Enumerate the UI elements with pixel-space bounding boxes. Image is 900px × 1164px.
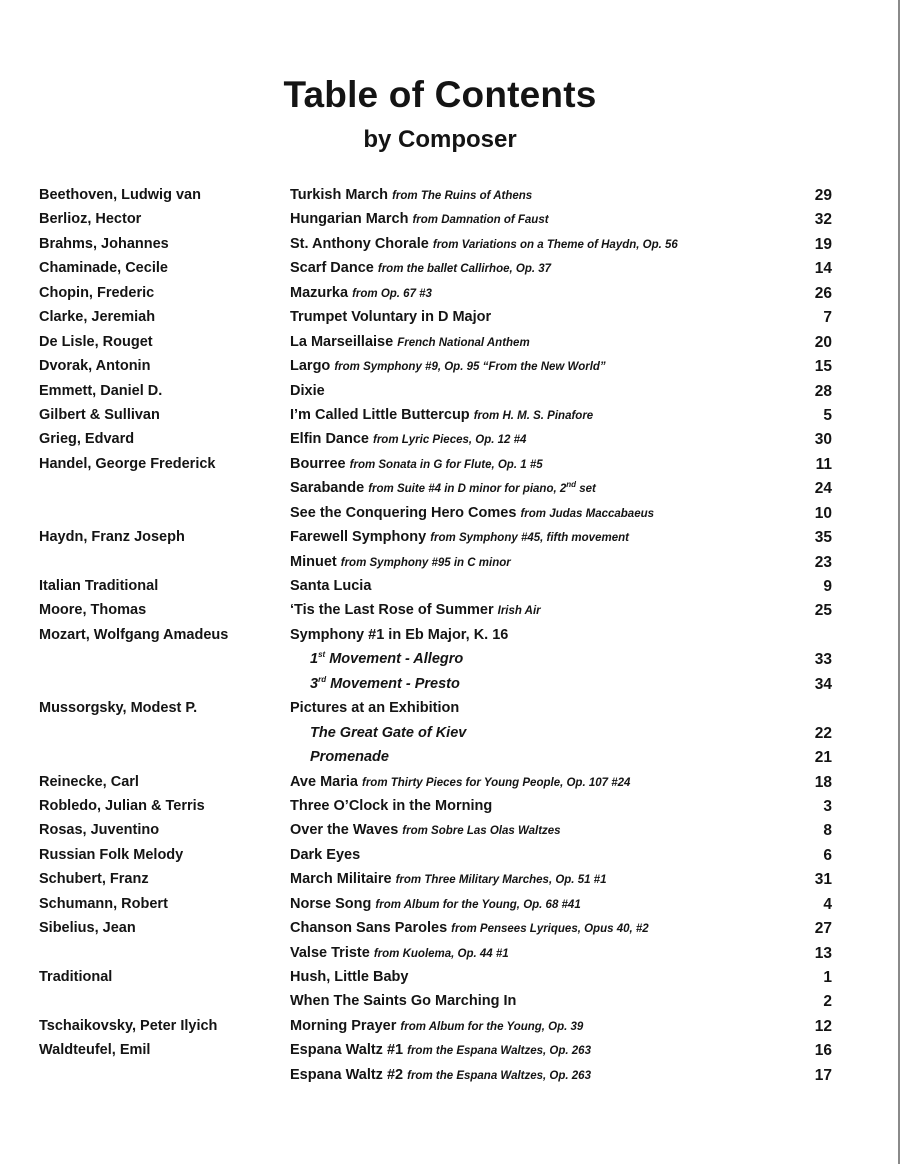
piece-title-text: I’m Called Little Buttercup [290,406,470,423]
toc-entry [0,1015,900,1039]
toc-entry [0,1039,900,1063]
piece-title [290,236,678,252]
piece-title-text: Espana Waltz #1 [290,1042,404,1059]
composer-name: Dvorak, Antonin [39,358,151,375]
toc-entry [0,306,900,330]
page-number: 20 [814,333,832,351]
piece-title [290,431,526,447]
piece-source-note-text: Irish Air [497,605,541,618]
piece-title-text: St. Anthony Chorale [290,235,429,252]
piece-source-note-text: from Damnation of Faust [412,214,549,227]
piece-title [290,896,581,912]
page-number: 32 [814,211,832,229]
piece-title [290,456,543,472]
piece-source-note-text: from Op. 67 #3 [352,287,432,300]
piece-title-text: Ave Maria [290,773,358,790]
piece-title-text: Promenade [310,749,389,766]
toc-entry [0,893,900,917]
composer-name: Russian Folk Melody [39,846,184,863]
piece-source-note [378,263,551,275]
piece-title-text: Espana Waltz #2 [290,1066,404,1083]
piece-title-text: 3 [310,675,319,692]
piece-title-text: The Great Gate of Kiev [310,724,467,741]
piece-source-note [520,508,654,520]
piece-title-text: ‘Tis the Last Rose of Summer [290,602,494,619]
piece-title-text: Minuet [290,553,337,570]
piece-title-text: Bourree [290,455,346,472]
piece-title-text: Largo [290,358,331,375]
piece-source-note [407,1070,591,1082]
piece-title [290,1067,591,1083]
piece-source-note-text: from Variations on a Theme of Haydn, Op. 56 [432,238,678,251]
page-number: 22 [814,724,832,742]
composer-name: Tschaikovsky, Peter Ilyich [39,1017,218,1034]
page-number: 25 [814,602,832,620]
piece-title-text: Turkish March [290,187,389,203]
composer-name: Schubert, Franz [39,871,149,888]
piece-title [310,749,389,765]
piece-title-text: Elfin Dance [290,431,369,448]
piece-title-text: Norse Song [290,895,372,912]
composer-name: Gilbert & Sullivan [39,406,160,423]
piece-title-text: When The Saints Go Marching In [290,993,517,1010]
piece-title-text: Valse Triste [290,944,370,961]
piece-title [310,725,466,741]
page-number: 9 [823,578,832,595]
piece-title [290,480,596,496]
piece-title [290,529,629,545]
composer-name: Handel, George Frederick [39,455,216,472]
piece-title [290,211,549,227]
piece-source-note [350,459,543,471]
piece-title-text: Morning Prayer [290,1017,397,1034]
piece-title-text: Farewell Symphony [290,529,427,546]
page-number: 7 [823,309,832,327]
ordinal-suffix: nd [566,480,577,490]
piece-title [290,187,532,203]
piece-source-note [430,532,629,544]
piece-source-note-text: from the Espana Waltzes, Op. 263 [407,1045,591,1058]
page-number: 28 [814,382,832,400]
piece-source-note-text: from Thirty Pieces for Young People, Op. 107 #24 [362,776,631,789]
composer-name: Berlioz, Hector [39,211,142,228]
piece-title [290,993,516,1009]
piece-source-note-text: from Symphony #9, Op. 95 “From the New World” [334,361,606,374]
piece-title [290,920,649,936]
piece-title [290,627,508,643]
page-number: 29 [814,187,832,204]
ordinal-suffix: rd [318,674,327,684]
toc-entry [0,1064,900,1088]
toc-entry [0,722,900,746]
piece-title [290,700,459,716]
piece-title [290,945,509,961]
piece-source-note-rest: set [576,483,596,496]
toc-entry [0,795,900,819]
piece-title [290,822,561,838]
piece-source-note [407,1045,591,1057]
piece-source-note [362,777,630,789]
toc-entry [0,502,900,526]
piece-source-note [373,434,526,446]
toc-entry [0,282,900,306]
page-number: 26 [814,284,832,302]
piece-title [290,505,654,521]
page-subtitle: by Composer [363,126,517,153]
piece-source-note [474,410,594,422]
piece-title-text: Trumpet Voluntary in D Major [290,309,492,326]
toc-entry [0,673,900,697]
page-number: 14 [814,260,832,278]
page-number: 3 [823,797,832,815]
piece-source-note-text: from Symphony #45, fifth movement [430,532,629,545]
toc-entry [0,990,900,1014]
piece-title-text: Over the Waves [290,822,399,839]
composer-name: Traditional [39,969,113,985]
piece-title [290,334,530,350]
piece-source-note-text: from Kuolema, Op. 44 #1 [373,947,509,960]
composer-name: Mozart, Wolfgang Amadeus [39,626,229,643]
piece-source-note [375,899,580,911]
piece-source-note-text: from the Espana Waltzes, Op. 263 [407,1069,591,1082]
page-number: 17 [814,1066,832,1084]
toc-entry [0,648,900,672]
toc-entry [0,208,900,232]
piece-source-note [402,825,560,837]
toc-entry [0,575,900,599]
piece-source-note [352,288,432,300]
page-number: 23 [814,553,832,571]
composer-name: De Lisle, Rouget [39,333,153,350]
piece-source-note-text: from Sonata in G for Flute, Op. 1 #5 [349,458,543,471]
page-number: 31 [814,871,832,889]
piece-title [290,260,551,276]
piece-title [290,358,606,374]
toc-entry [0,771,900,795]
toc-list [0,184,900,1088]
page-number: 4 [823,895,832,913]
toc-entry [0,917,900,941]
toc-entry [0,599,900,623]
piece-source-note-text: from Three Military Marches, Op. 51 #1 [395,874,607,887]
piece-title-text: Symphony #1 in Eb Major, K. 16 [290,626,509,643]
page-number: 5 [823,406,832,424]
composer-name: Chopin, Frederic [39,284,155,301]
piece-source-note [374,948,509,960]
piece-title [290,578,371,594]
composer-name: Mussorgsky, Modest P. [39,700,198,717]
piece-source-note [433,239,678,251]
composer-name: Brahms, Johannes [39,235,169,252]
composer-name: Schumann, Robert [39,895,168,912]
page-number: 21 [814,749,832,767]
page-number: 12 [814,1017,832,1035]
piece-title [290,774,630,790]
piece-source-note-text: from Suite #4 in D minor for piano, 2 [368,483,567,496]
composer-name: Italian Traditional [39,578,159,594]
piece-title-text: Scarf Dance [290,260,374,277]
page-number: 11 [815,455,832,473]
piece-source-note [396,874,607,886]
piece-title [290,871,606,887]
piece-source-note-text: from Album for the Young, Op. 68 #41 [375,898,581,911]
piece-source-note [341,557,511,569]
composer-name: Robledo, Julian & Terris [39,797,205,814]
piece-title-text: Sarabande [290,480,365,497]
piece-title-text: Hungarian March [290,211,409,228]
toc-entry [0,942,900,966]
piece-title [290,285,432,301]
piece-title-text: Chanson Sans Paroles [290,920,448,937]
page-number: 13 [814,944,832,962]
piece-title-text: March Militaire [290,871,392,888]
page-number: 8 [823,822,832,840]
toc-entry [0,477,900,501]
page-number: 15 [814,358,832,376]
piece-title-text: Dark Eyes [290,846,361,863]
piece-title [290,407,593,423]
toc-entry [0,257,900,281]
piece-source-note [397,337,529,349]
piece-source-note-text: from H. M. S. Pinafore [473,409,594,422]
piece-title [290,554,511,570]
toc-entry [0,428,900,452]
piece-title [290,602,541,618]
toc-entry [0,844,900,868]
toc-entry [0,404,900,428]
composer-name: Beethoven, Ludwig van [39,187,201,203]
piece-source-note [451,923,649,935]
page-title: Table of Contents [283,74,597,115]
toc-entry [0,551,900,575]
piece-title-text: Hush, Little Baby [290,969,409,985]
piece-title [290,1042,591,1058]
piece-source-note-text: French National Anthem [397,336,530,349]
piece-title [290,1018,583,1034]
page-number: 18 [814,773,832,791]
page-number: 34 [814,675,832,693]
toc-entry [0,819,900,843]
piece-title-rest: Movement - Allegro [325,651,464,668]
piece-source-note-text: from Album for the Young, Op. 39 [400,1020,584,1033]
toc-entry [0,380,900,404]
piece-source-note-text: from Pensees Lyriques, Opus 40, #2 [451,923,649,936]
ordinal-suffix: st [318,650,326,660]
toc-entry [0,355,900,379]
toc-entry [0,526,900,550]
composer-name: Waldteufel, Emil [39,1042,151,1059]
toc-entry [0,624,900,648]
page-number: 33 [814,651,832,669]
piece-title-text: Three O’Clock in the Morning [290,797,493,814]
piece-source-note-text: from Judas Maccabaeus [520,507,655,520]
page-number: 6 [823,846,832,864]
page-number: 1 [823,969,832,986]
piece-source-note-text: from Sobre Las Olas Waltzes [402,825,561,838]
piece-source-note [368,480,596,496]
piece-source-note [392,190,532,202]
piece-title [290,969,408,985]
piece-title-text: La Marseillaise [290,333,394,350]
piece-source-note [400,1021,583,1033]
toc-entry [0,868,900,892]
composer-name: Clarke, Jeremiah [39,309,156,326]
piece-title-text: Santa Lucia [290,578,372,594]
piece-title [290,798,492,814]
toc-entry [0,184,900,208]
piece-source-note [334,361,605,373]
composer-name: Reinecke, Carl [39,773,139,790]
page-number: 10 [814,504,832,522]
piece-title-text: 1 [310,651,319,668]
toc-entry [0,233,900,257]
piece-title-rest: Movement - Presto [326,675,460,692]
toc-entry [0,453,900,477]
toc-entry [0,331,900,355]
composer-name: Haydn, Franz Joseph [39,529,185,546]
toc-entry [0,966,900,990]
composer-name: Emmett, Daniel D. [39,382,163,399]
piece-source-note-text: from Symphony #95 in C minor [340,556,511,569]
piece-title-text: Dixie [290,382,325,399]
toc-entry [0,746,900,770]
piece-title [290,383,325,399]
page-number: 30 [814,431,832,449]
piece-source-note-text: from the ballet Callirhoe, Op. 37 [377,263,552,276]
composer-name: Sibelius, Jean [39,920,136,937]
piece-title-text: See the Conquering Hero Comes [290,504,517,521]
composer-name: Moore, Thomas [39,602,147,619]
composer-name: Grieg, Edvard [39,431,135,448]
page-number: 24 [814,480,832,498]
page-number: 16 [814,1042,832,1060]
piece-title [290,309,491,325]
piece-title-text: Mazurka [290,284,349,301]
piece-source-note [412,214,548,226]
page-number: 27 [814,920,832,938]
piece-source-note-text: from Lyric Pieces, Op. 12 #4 [373,434,527,447]
toc-entry [0,697,900,721]
page-number: 35 [814,529,832,547]
composer-name: Rosas, Juventino [39,822,160,839]
composer-name: Chaminade, Cecile [39,260,168,277]
page-number: 19 [814,235,832,253]
piece-title [310,651,463,667]
piece-title [310,676,460,692]
piece-title-text: Pictures at an Exhibition [290,700,460,717]
piece-source-note [498,605,541,617]
piece-source-note-text: from The Ruins of Athens [392,190,533,202]
page-number: 2 [823,993,832,1011]
piece-title [290,847,360,863]
